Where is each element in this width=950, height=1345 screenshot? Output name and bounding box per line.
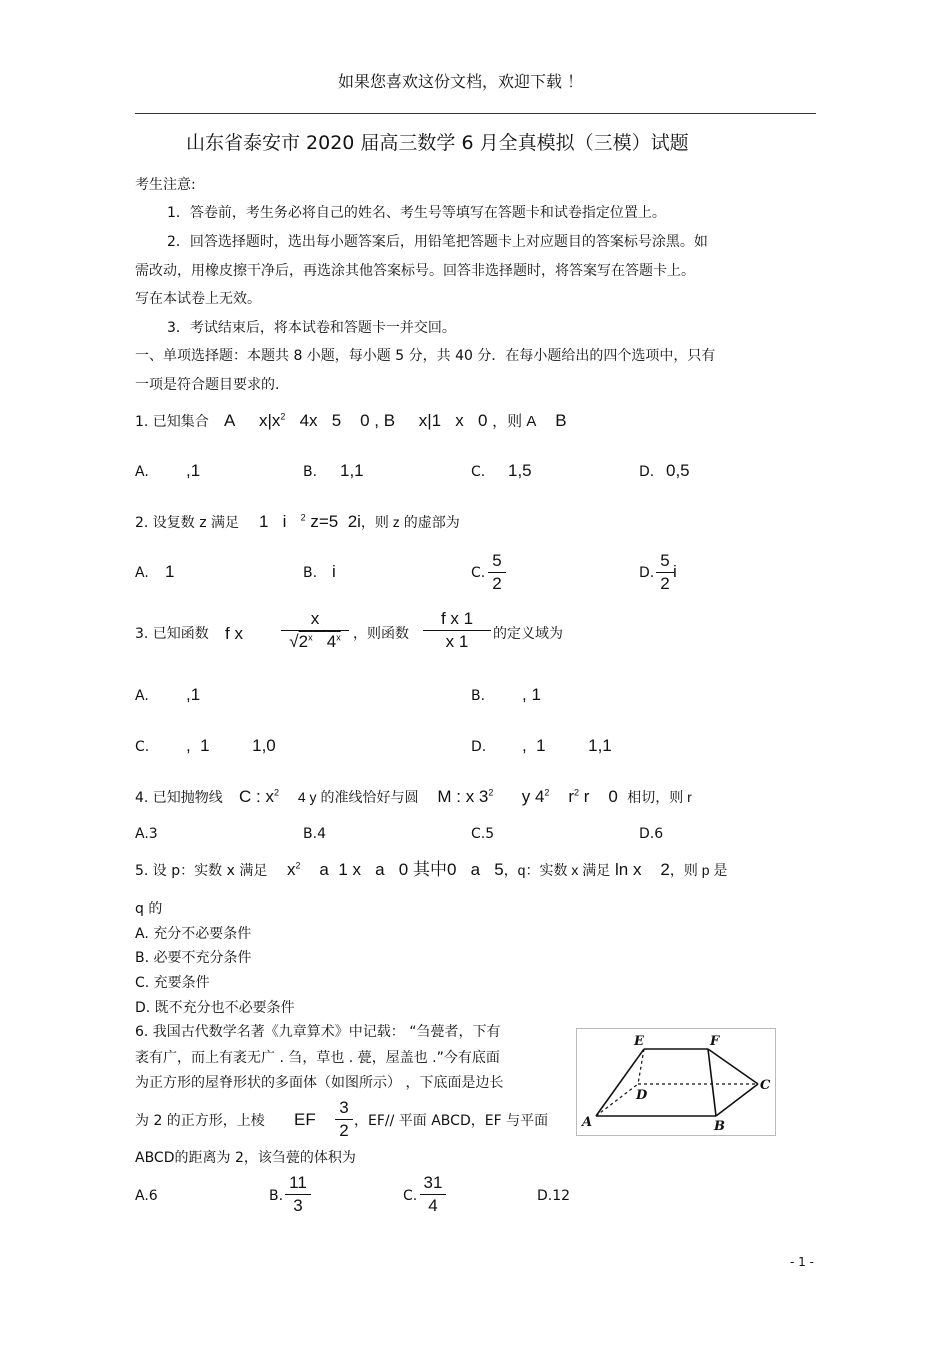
page-title: 山东省泰安市 2020 届高三数学 6 月全真模拟（三模）试题 (186, 132, 689, 154)
q6-line1: 6. 我国古代数学名著《九章算术》中记载： “刍甍者，下有 (135, 1024, 501, 1040)
q6-option-b-fraction: 11 3 (285, 1172, 311, 1217)
q2-option-d-suffix: i (673, 562, 677, 581)
q1-option-d-label: D. (639, 464, 655, 480)
notice-item-2-cont: 需改动，用橡皮擦干净后，再选涂其他答案标号。回答非选择题时，将答案写在答题卡上。 (135, 263, 695, 279)
header-divider (135, 113, 816, 114)
notice-item-2-cont2: 写在本试卷上无效。 (135, 291, 261, 307)
q3-option-d-value: , 1 1,1 (522, 736, 612, 755)
q2-option-a-value: 1 (165, 562, 175, 581)
q2-stem: 2. 设复数 z 满足 (135, 515, 240, 531)
vertex-label-f: F (710, 1034, 720, 1049)
vertex-label-d: D (636, 1088, 648, 1103)
q6-line4-fraction: 3 2 (335, 1097, 353, 1142)
q3-option-a-value: ,1 (186, 685, 201, 704)
q2-option-c-fraction: 5 2 (488, 550, 506, 595)
q3-option-b-label: B. (471, 688, 486, 704)
q4-option-c: C.5 (471, 826, 495, 842)
q3-tail: 的定义域为 (493, 626, 563, 642)
q6-option-b-label: B. (269, 1188, 284, 1204)
page-number: - 1 - (790, 1255, 814, 1269)
q3-option-a-label: A. (135, 688, 149, 704)
q1-option-d-value: 0,5 (666, 461, 690, 480)
q6-line4-ef: EF (294, 1110, 316, 1129)
vertex-label-c: C (760, 1078, 771, 1093)
notice-item-2: 2．回答选择题时，选出每小题答案后，用铅笔把答题卡上对应题目的答案标号涂黑。如 (167, 234, 708, 250)
download-banner: 如果您喜欢这份文档，欢迎下载 ！ (338, 72, 584, 91)
q3-option-d-label: D. (471, 739, 487, 755)
q4-option-b: B.4 (303, 826, 326, 842)
q5-option-c: C. 充要条件 (135, 975, 210, 991)
q3-mid-text: ，则函数 (353, 626, 409, 642)
q2-option-d-fraction: 5 2 (656, 550, 674, 595)
q2-math: 1 i $^2$ z=5 2i，则 z 的虚部为 (259, 512, 460, 531)
vertex-label-e: E (634, 1034, 644, 1049)
q6-line3: 为正方形的屋脊形状的多面体（如图所示） ，下底面是边长 (135, 1075, 504, 1091)
q5-option-a: A. 充分不必要条件 (135, 926, 252, 942)
q1-option-a-label: A. (135, 464, 149, 480)
vertex-label-b: B (714, 1119, 725, 1134)
q2-option-d-label: D. (639, 565, 655, 581)
q3-function: f x (225, 624, 243, 643)
q6-line5: ABCD的距离为 2，该刍甍的体积为 (135, 1150, 356, 1166)
q3-fraction-1: x √2$^x$ 4$^x$ (281, 608, 349, 653)
notice-heading: 考生注意: (135, 177, 196, 193)
q1-stem: 1. 已知集合 (135, 414, 209, 430)
q5-option-d: D. 既不充分也不必要条件 (135, 1000, 295, 1016)
q2-option-b-value: i (332, 562, 336, 581)
notice-item-1: 1．答卷前，考生务必将自己的姓名、考生号等填写在答题卡和试卷指定位置上。 (167, 205, 666, 221)
q6-option-c-fraction: 31 4 (420, 1172, 446, 1217)
q1-math: A $x|x^2$ 4x 5 0 , B x|1 x 0 ，则 A B (224, 411, 567, 430)
q2-option-b-label: B. (303, 565, 318, 581)
q5-stem: 5. 设 p：实数 x 满足 (135, 863, 268, 879)
vertex-label-a: A (582, 1115, 593, 1130)
q2-option-a-label: A. (135, 565, 149, 581)
q6-polyhedron-figure (576, 1028, 776, 1136)
q5-math: $x^2$ a 1 x a 0 其中0 a 5，q：实数 x 满足 ln x 2，则 p 是 (287, 860, 728, 879)
q6-line4-a: 为 2 的正方形，上棱 (135, 1113, 265, 1129)
section-heading-line2: 一项是符合题目要求的. (135, 377, 280, 393)
q3-option-c-value: , 1 1,0 (186, 736, 276, 755)
q6-line2: 袤有广，而上有袤无广 . 刍，草也 . 甍，屋盖也 .”今有底面 (135, 1050, 500, 1066)
q1-option-c-value: 1,5 (508, 461, 532, 480)
q3-fraction-2: f x 1 x 1 (423, 608, 491, 653)
q3-option-c-label: C. (135, 739, 150, 755)
q4-math: C : $x^2$ 4 y 的准线恰好与圆 M : x $3^2$ y $4^2$ $r^2$ r 0 相切，则 r (239, 787, 692, 806)
q5-line2: q 的 (135, 901, 163, 917)
q1-option-c-label: C. (471, 464, 486, 480)
q4-stem: 4. 已知抛物线 (135, 790, 223, 806)
q4-option-d: D.6 (639, 826, 664, 842)
q6-line4-b: ，EF// 平面 ABCD，EF 与平面 (354, 1113, 549, 1129)
section-heading-line1: 一、单项选择题：本题共 8 小题，每小题 5 分，共 40 分．在每小题给出的四个选项中，只有 (135, 348, 716, 364)
notice-item-3: 3．考试结束后，将本试卷和答题卡一并交回。 (167, 320, 456, 336)
q3-stem: 3. 已知函数 (135, 626, 209, 642)
q6-option-d: D.12 (537, 1188, 571, 1204)
q3-option-b-value: , 1 (522, 685, 541, 704)
q1-option-b-label: B. (303, 464, 318, 480)
q6-option-c-label: C. (403, 1188, 418, 1204)
q1-option-b-value: 1,1 (340, 461, 364, 480)
q1-option-a-value: ,1 (186, 461, 201, 480)
q4-option-a: A.3 (135, 826, 158, 842)
q5-option-b: B. 必要不充分条件 (135, 950, 252, 966)
q2-option-c-label: C. (471, 565, 486, 581)
q6-option-a: A.6 (135, 1188, 158, 1204)
